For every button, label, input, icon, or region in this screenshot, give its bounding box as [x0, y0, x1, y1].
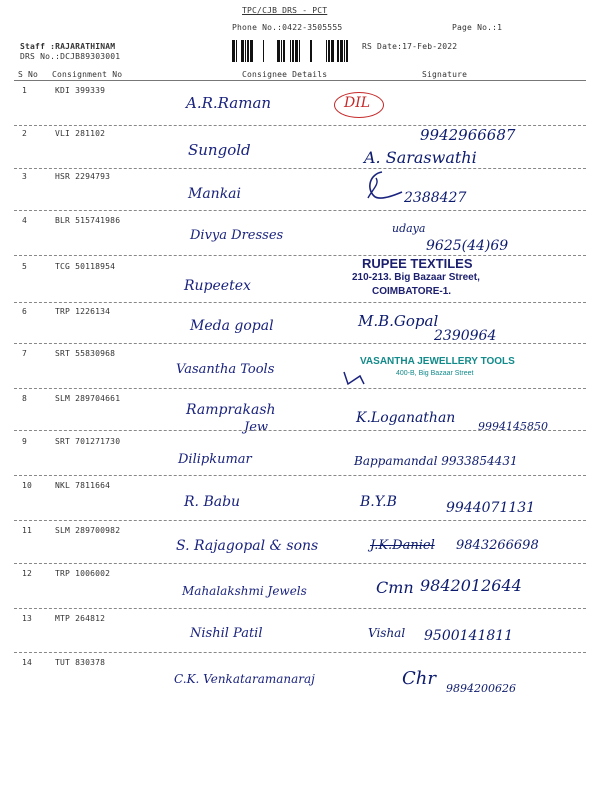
- column-consignment: Consignment No: [52, 70, 123, 79]
- column-signature: Signature: [422, 70, 468, 79]
- barcode-bar: [247, 40, 249, 62]
- row-10-consignee: R. Babu: [184, 494, 241, 510]
- row-7-consignee: Vasantha Tools: [176, 362, 275, 377]
- row-7-consignment: SRT 55830968: [55, 349, 116, 358]
- row-13-signature: Vishal: [368, 626, 406, 640]
- header-divider: [14, 80, 586, 81]
- column-consignee: Consignee Details: [242, 70, 328, 79]
- row-12-divider: [14, 608, 586, 609]
- barcode-bar: [344, 40, 345, 62]
- row-4-consignment: BLR 515741986: [55, 216, 121, 225]
- barcode-bar: [299, 40, 300, 62]
- barcode-bar: [236, 40, 237, 62]
- row-8-signature: K.Loganathan: [356, 410, 456, 426]
- row-7-sno: 7: [22, 349, 28, 358]
- row-2-divider: [14, 168, 586, 169]
- row-8-consignee: Ramprakash: [186, 402, 276, 418]
- row-4-signature: udaya: [392, 222, 426, 235]
- row-6-consignee: Meda gopal: [190, 318, 274, 334]
- row-11-divider: [14, 563, 586, 564]
- row-6-divider: [14, 343, 586, 344]
- row-5-stamp-name: RUPEE TEXTILES: [362, 256, 473, 271]
- row-8-consignment: SLM 289704661: [55, 394, 121, 403]
- drs-number: DRS No.:DCJB89303001: [20, 52, 121, 61]
- row-6-phone: 2390964: [434, 328, 497, 344]
- row-3-divider: [14, 210, 586, 211]
- row-9-consignee: Dilipkumar: [178, 452, 252, 467]
- row-13-consignment: MTP 264812: [55, 614, 106, 623]
- barcode-bar: [337, 40, 339, 62]
- row-11-consignee: S. Rajagopal & sons: [176, 538, 319, 554]
- row-13-consignee: Nishil Patil: [190, 626, 263, 641]
- row-1-sno: 1: [22, 86, 28, 95]
- row-12-consignee: Mahalakshmi Jewels: [182, 584, 307, 598]
- barcode-bar: [292, 40, 294, 62]
- row-14-consignment: TUT 830378: [55, 658, 106, 667]
- row-5-consignee: Rupeetex: [184, 278, 251, 294]
- row-4-divider: [14, 255, 586, 256]
- row-12-signature: Cmn: [376, 578, 414, 597]
- row-7-divider: [14, 388, 586, 389]
- row-11-signature: J.K.Daniel: [370, 538, 435, 553]
- row-11-phone: 9843266698: [456, 538, 539, 553]
- row-10-consignment: NKL 7811664: [55, 481, 111, 490]
- row-5-stamp-city: COIMBATORE-1.: [372, 286, 452, 297]
- row-14-signature: Chr: [402, 668, 436, 689]
- barcode-bar: [310, 40, 312, 62]
- column-sno: S No: [18, 70, 39, 79]
- barcode-bar: [232, 40, 235, 62]
- row-2-signature: A. Saraswathi: [364, 148, 477, 167]
- row-7-stamp-name: VASANTHA JEWELLERY TOOLS: [360, 356, 515, 367]
- row-8-divider: [14, 430, 586, 431]
- row-11-consignment: SLM 289700982: [55, 526, 121, 535]
- row-5-sno: 5: [22, 262, 28, 271]
- barcode-bar: [340, 40, 343, 62]
- row-9-sno: 9: [22, 437, 28, 446]
- barcode-bar: [326, 40, 327, 62]
- page-number: Page No.:1: [452, 23, 503, 32]
- barcode-bar: [283, 40, 285, 62]
- row-14-sno: 14: [22, 658, 33, 667]
- row-12-sno: 12: [22, 569, 33, 578]
- row-11-sno: 11: [22, 526, 33, 535]
- barcode-bar: [290, 40, 291, 62]
- row-10-phone: 9944071131: [446, 500, 536, 516]
- row-6-signature: M.B.Gopal: [358, 312, 439, 330]
- barcode-bar: [250, 40, 253, 62]
- rs-date: RS Date:17-Feb-2022: [362, 42, 458, 51]
- staff-name: Staff :RAJARATHINAM: [20, 42, 116, 51]
- barcode-bar: [328, 40, 330, 62]
- row-13-sno: 13: [22, 614, 33, 623]
- route-title: TPC/CJB DRS - PCT: [242, 6, 328, 15]
- phone-number: Phone No.:0422-3505555: [232, 23, 343, 32]
- row-2-consignee: Sungold: [188, 141, 251, 159]
- row-14-phone: 9894200626: [446, 682, 516, 695]
- row-4-consignee: Divya Dresses: [190, 228, 284, 243]
- row-7-signature-scribble: [340, 370, 370, 388]
- row-13-divider: [14, 652, 586, 653]
- row-8-consignee-line2: Jew: [244, 420, 269, 435]
- row-2-sno: 2: [22, 129, 28, 138]
- barcode-bar: [241, 40, 244, 62]
- row-12-phone: 9842012644: [420, 576, 522, 595]
- barcode-bar: [245, 40, 246, 62]
- row-1-signature: DIL: [344, 95, 371, 111]
- row-2-consignment: VLI 281102: [55, 129, 106, 138]
- barcode-bar: [295, 40, 298, 62]
- row-14-consignee: C.K. Venkataramanaraj: [174, 672, 315, 686]
- row-9-consignment: SRT 701271730: [55, 437, 121, 446]
- row-1-consignee: A.R.Raman: [186, 94, 272, 112]
- row-9-signature: Bappamandal 9933854431: [354, 454, 518, 468]
- row-10-signature: B.Y.B: [360, 494, 397, 510]
- barcode-image: [232, 40, 354, 62]
- row-3-sno: 3: [22, 172, 28, 181]
- barcode-bar: [346, 40, 348, 62]
- row-3-consignment: HSR 2294793: [55, 172, 111, 181]
- row-13-phone: 9500141811: [424, 628, 514, 644]
- barcode-bar: [263, 40, 264, 62]
- row-3-consignee: Mankai: [188, 186, 242, 202]
- row-1-consignment: KDI 399339: [55, 86, 106, 95]
- row-2-phone: 9942966687: [420, 126, 516, 144]
- row-6-consignment: TRP 1226134: [55, 307, 111, 316]
- row-3-signature: 2388427: [404, 190, 467, 206]
- row-7-stamp-address: 400-B, Big Bazaar Street: [396, 370, 474, 377]
- row-9-divider: [14, 475, 586, 476]
- barcode-bar: [331, 40, 334, 62]
- row-4-sno: 4: [22, 216, 28, 225]
- row-6-sno: 6: [22, 307, 28, 316]
- row-5-stamp-address: 210-213. Big Bazaar Street,: [352, 272, 480, 283]
- barcode-bar: [277, 40, 280, 62]
- row-10-divider: [14, 520, 586, 521]
- row-5-consignment: TCG 50118954: [55, 262, 116, 271]
- row-8-sno: 8: [22, 394, 28, 403]
- row-5-divider: [14, 302, 586, 303]
- row-10-sno: 10: [22, 481, 33, 490]
- row-8-phone: 9994145850: [478, 420, 548, 433]
- barcode-bar: [281, 40, 282, 62]
- row-12-consignment: TRP 1006002: [55, 569, 111, 578]
- row-4-phone: 9625(44)69: [426, 238, 509, 254]
